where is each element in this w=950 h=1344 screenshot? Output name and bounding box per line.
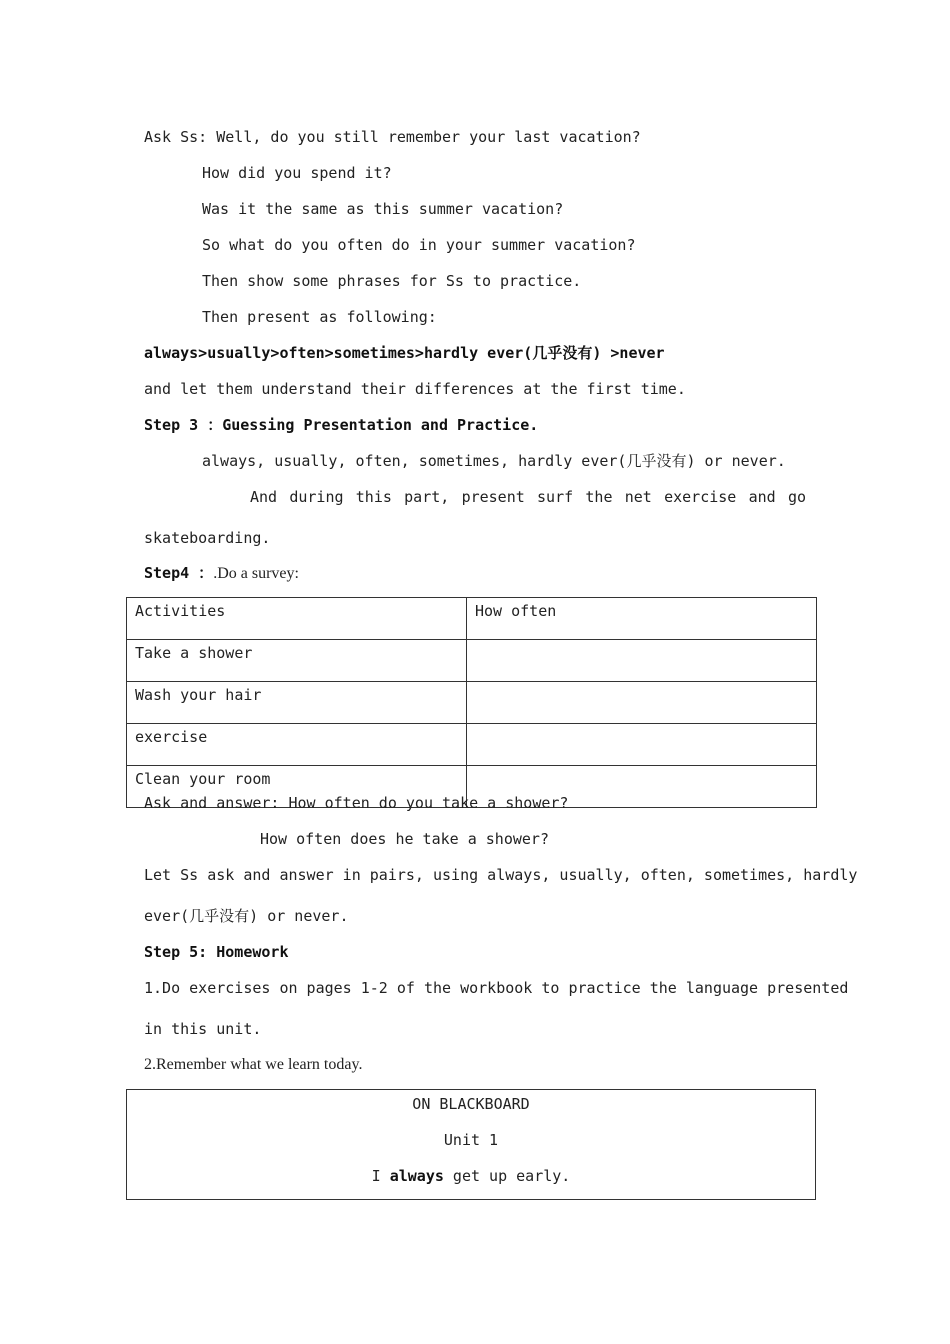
pairs-line-end: ever(几乎没有) or never.: [144, 907, 349, 925]
blackboard-sentence: [127, 1167, 815, 1185]
step3-word: exercise: [664, 488, 737, 506]
step3-word: and: [748, 488, 776, 506]
how-often-cell: [467, 640, 817, 682]
blackboard-box: [126, 1089, 816, 1200]
step4-heading: [144, 564, 299, 583]
intro-question-1: How did you spend it?: [202, 164, 392, 182]
homework-item-2: 2.Remember what we learn today.: [144, 1056, 363, 1073]
sentence-keyword: always: [389, 1167, 444, 1185]
blackboard-unit: Unit 1: [443, 1131, 499, 1149]
homework-item-1: 1.Do exercises on pages 1-2 of the workbook to practice the language presented: [144, 979, 849, 997]
homework-item-1-end: in this unit.: [144, 1020, 262, 1038]
survey-table: [126, 597, 817, 808]
table-header-row: [127, 598, 817, 640]
intro-understand: and let them understand their differences at the first time.: [144, 380, 686, 398]
activity-cell: Clean your room: [127, 766, 467, 808]
step3-words: always, usually, often, sometimes, hardly ever(几乎没有) or never.: [202, 452, 786, 470]
step4-heading-text: .Do a survey:: [213, 565, 299, 582]
frequency-scale: always>usually>often>sometimes>hardly ever(几乎没有) >never: [144, 344, 665, 362]
column-header-activities: Activities: [127, 598, 467, 640]
sentence-end: get up early.: [443, 1167, 571, 1185]
step4-heading-label: Step4 ：: [144, 564, 214, 582]
step3-paragraph-end: skateboarding.: [144, 529, 271, 547]
pairs-line: Let Ss ask and answer in pairs, using always, usually, often, sometimes, hardly: [144, 866, 858, 884]
blackboard-title: ON BLACKBOARD: [412, 1095, 530, 1113]
step3-word: the: [585, 488, 613, 506]
table-row: [127, 682, 817, 724]
activity-cell: Take a shower: [127, 640, 467, 682]
step3-word: present: [461, 488, 525, 506]
step3-word: go: [787, 488, 806, 506]
step5-heading: Step 5: Homework: [144, 943, 289, 961]
how-often-cell: [467, 724, 817, 766]
column-header-how-often: How often: [467, 598, 817, 640]
activity-cell: Wash your hair: [127, 682, 467, 724]
table-row: [127, 640, 817, 682]
intro-show-phrases: Then show some phrases for Ss to practice.: [202, 272, 582, 290]
intro-question-3: So what do you often do in your summer vacation?: [202, 236, 636, 254]
intro-present: Then present as following:: [202, 308, 437, 326]
question-he: How often does he take a shower?: [260, 830, 549, 848]
sentence-start: I: [371, 1167, 390, 1185]
step3-heading: Step 3 ：Guessing Presentation and Practice.: [144, 416, 539, 434]
step3-word: surf: [537, 488, 574, 506]
step3-word: this: [355, 488, 392, 506]
step3-paragraph: [250, 488, 806, 506]
step3-word: during: [289, 488, 344, 506]
intro-ask-line: Ask Ss: Well, do you still remember your last vacation?: [144, 128, 641, 146]
step3-word: And: [250, 488, 278, 506]
table-row: [127, 724, 817, 766]
ask-and-answer: Ask and answer: How often do you take a shower?: [144, 794, 569, 812]
step3-word: part,: [404, 488, 450, 506]
how-often-cell: [467, 682, 817, 724]
intro-question-2: Was it the same as this summer vacation?: [202, 200, 564, 218]
step3-word: net: [624, 488, 652, 506]
activity-cell: exercise: [127, 724, 467, 766]
